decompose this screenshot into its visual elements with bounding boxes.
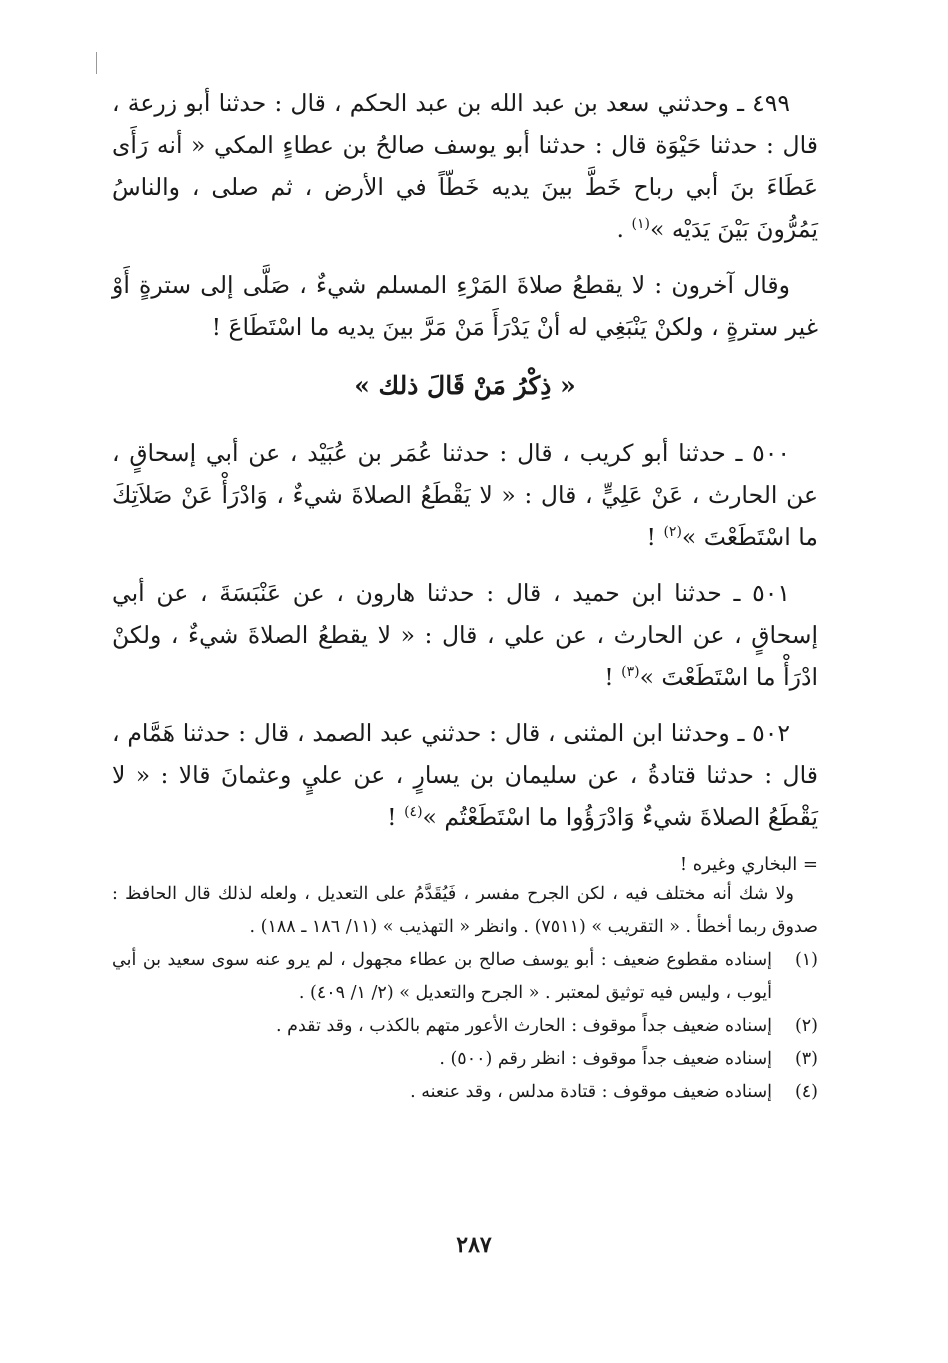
footnote-1 xyxy=(112,944,818,1010)
footnote-text: إسناده ضعيف جداً موقوف : انظر رقم (٥٠٠) . xyxy=(439,1049,772,1069)
footnote-ref-4[interactable]: (٤) xyxy=(404,804,423,821)
footnote-continuation: ولا شك أنه مختلف فيه ، لكن الجرح مفسر ، فَيُقَدَّمُ على التعديل ، ولعله لذلك قال الحافظ : صدوق ربما أخطأ . « التقريب » (٧٥١١) . وانظر « التهذيب » (١١/ ١٨٦ ـ ١٨٨) . xyxy=(112,884,818,937)
hadith-502 xyxy=(112,712,818,838)
footnote-ref-3[interactable]: (٣) xyxy=(621,664,640,681)
hadith-501 xyxy=(112,572,818,698)
others-opinion-text: وقال آخرون : لا يقطعُ صلاةَ المَرْءِ المسلم شيءٌ ، صَلَّى إلى سترةٍ أَوْ غير سترةٍ ، ولكنْ يَنْبَغِي له أنْ يَدْرَأَ مَنْ مَرَّ بينَ يديه ما اسْتَطَاعَ ! xyxy=(112,271,818,341)
footnote-number: (٢) xyxy=(794,1016,818,1036)
hadith-499-text: ٤٩٩ ـ وحدثني سعد بن عبد الله بن عبد الحكم ، قال : حدثنا أبو زرعة ، قال : حدثنا حَيْوَة قال : حدثنا أبو يوسف صالحُ بن عطاءٍ المكي « أنه رَأَى عَطَاءَ بنَ أبي رباح خَطَّ بينَ يديه خَطّاً في الأرض ، ثم صلى ، والناسُ يَمُرُّونَ بَيْنَ يَدَيْه » xyxy=(112,89,818,243)
footnote-continuation-marker: = البخاري وغيره ! xyxy=(679,854,818,875)
section-heading: « ذِكْرُ مَنْ قَالَ ذلك » xyxy=(354,371,576,400)
footnote-number: (١) xyxy=(794,950,818,970)
hadith-500-text: ٥٠٠ ـ حدثنا أبو كريب ، قال : حدثنا عُمَر بن عُبَيْد ، عن أبي إسحاقٍ ، عن الحارث ، عَنْ عَلِيٍّ ، قال : « لا يَقْطَعُ الصلاةَ شيءٌ ، وَادْرَأْ عَنْ صَلاَتِكَ ما اسْتَطَعْتَ » xyxy=(112,439,818,551)
hadith-500 xyxy=(112,432,818,558)
hadith-501-tail: ! xyxy=(604,663,622,691)
page-body xyxy=(112,82,818,1109)
hadith-499-tail: . xyxy=(616,215,632,243)
hadith-502-text: ٥٠٢ ـ وحدثنا ابن المثنى ، قال : حدثني عبد الصمد ، قال : حدثنا هَمَّام ، قال : حدثنا قتادةُ ، عن سليمان بن يسارٍ ، عن عليٍ وعثمانَ قالا : « لا يَقْطَعُ الصلاةَ شيءٌ وَادْرَؤُوا ما اسْتَطَعْتُم » xyxy=(112,719,818,831)
footnote-4 xyxy=(112,1076,818,1109)
page-number: ٢٨٧ xyxy=(456,1232,492,1258)
footnote-number: (٣) xyxy=(794,1049,818,1069)
footnote-2 xyxy=(112,1010,818,1043)
hadith-499 xyxy=(112,82,818,250)
footnote-text: إسناده مقطوع ضعيف : أبو يوسف صالح بن عطاء مجهول ، لم يرو عنه سوى سعيد بن أبي أيوب ، وليس فيه توثيق لمعتبر . « الجرح والتعديل » (٢/ ١/ ٤٠٩) . xyxy=(112,950,772,1003)
footnote-3 xyxy=(112,1043,818,1076)
footnotes xyxy=(112,852,818,1109)
footnote-text: إسناده ضعيف موقوف : قتادة مدلس ، وقد عنعنه . xyxy=(410,1082,772,1102)
margin-mark xyxy=(96,52,97,74)
hadith-501-text: ٥٠١ ـ حدثنا ابن حميد ، قال : حدثنا هارون ، عن عَنْبَسَةَ ، عن أبي إسحاقٍ ، عن الحارث ، عن علي ، قال : « لا يقطعُ الصلاةَ شيءٌ ، ولكنْ ادْرَأْ ما اسْتَطَعْتَ » xyxy=(112,579,818,691)
footnote-number: (٤) xyxy=(794,1082,818,1102)
footnote-ref-2[interactable]: (٢) xyxy=(663,524,682,541)
footnote-ref-1[interactable]: (١) xyxy=(631,216,650,233)
footnote-text: إسناده ضعيف جداً موقوف : الحارث الأعور متهم بالكذب ، وقد تقدم . xyxy=(276,1016,772,1036)
hadith-500-tail: ! xyxy=(646,523,664,551)
hadith-502-tail: ! xyxy=(387,803,405,831)
others-opinion xyxy=(112,264,818,348)
